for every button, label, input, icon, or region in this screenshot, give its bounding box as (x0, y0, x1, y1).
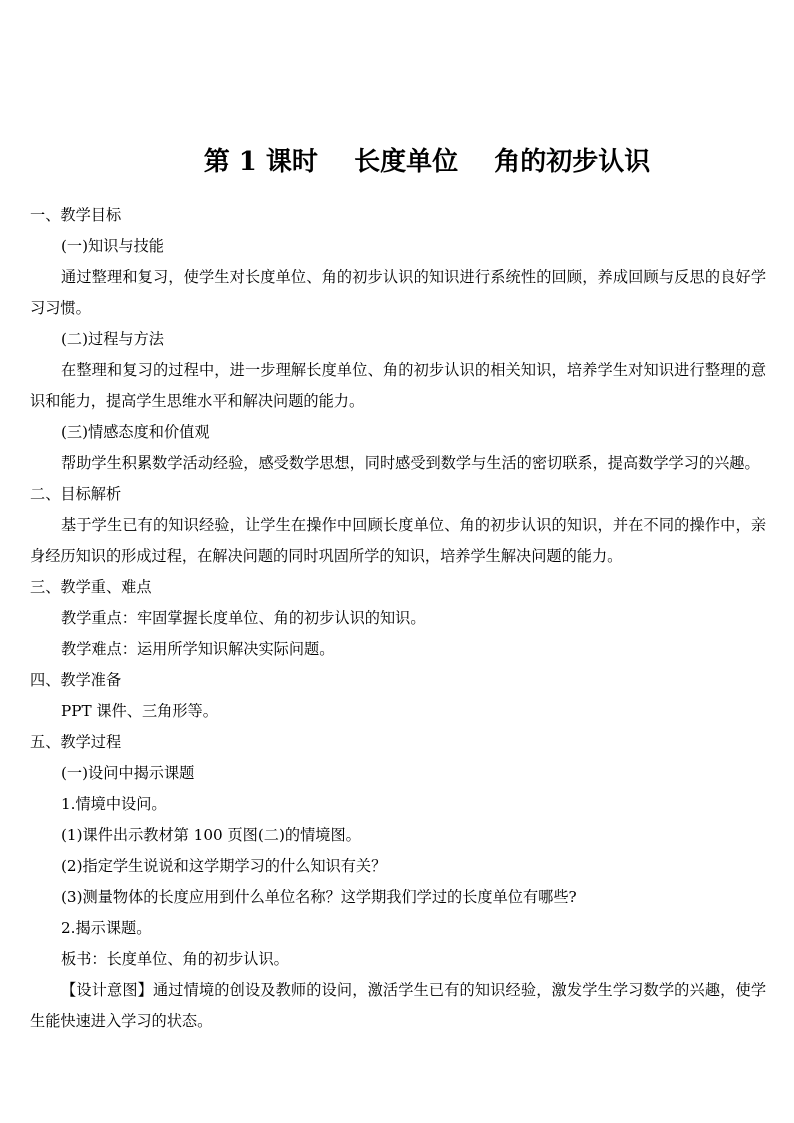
subheading-emotion-values: (三)情感态度和价值观 (61, 423, 210, 441)
section-heading-preparation: 四、教学准备 (30, 671, 122, 689)
paragraph-goal-analysis: 基于学生已有的知识经验，让学生在操作中回顾长度单位、角的初步认识的知识，并在不同的操作中，亲身经历知识的形成过程，在解决问题的同时巩固所学的知识，培养学生解决问题的能力。 (30, 516, 766, 565)
section-heading-key-difficult-points: 三、教学重、难点 (30, 578, 152, 596)
subheading-reveal-topic: (一)设问中揭示课题 (61, 764, 195, 782)
section-heading-goal-analysis: 二、目标解析 (30, 485, 122, 503)
paragraph-key-point: 教学重点：牢固掌握长度单位、角的初步认识的知识。 (61, 609, 426, 627)
paragraph-preparation: PPT 课件、三角形等。 (61, 702, 218, 720)
list-item: 板书：长度单位、角的初步认识。 (61, 950, 289, 968)
subheading-knowledge-skills: (一)知识与技能 (61, 237, 164, 255)
paragraph-design-intent: 【设计意图】通过情境的创设及教师的设问，激活学生已有的知识经验，激发学生学习数学的兴趣，使学生能快速进入学习的状态。 (30, 981, 766, 1030)
section-heading-teaching-process: 五、教学过程 (30, 733, 122, 751)
paragraph-emotion-values: 帮助学生积累数学活动经验，感受数学思想，同时感受到数学与生活的密切联系，提高数学学习的兴趣。 (61, 454, 760, 472)
page-title: 第 1 课时 长度单位 角的初步认识 (203, 147, 651, 177)
section-heading-teaching-goals: 一、教学目标 (30, 206, 122, 224)
paragraph-process-method: 在整理和复习的过程中，进一步理解长度单位、角的初步认识的相关知识，培养学生对知识进行整理的意识和能力，提高学生思维水平和解决问题的能力。 (30, 361, 766, 410)
document-body (30, 200, 766, 1037)
paragraph-difficult-point: 教学难点：运用所学知识解决实际问题。 (61, 640, 335, 658)
list-item: (3)测量物体的长度应用到什么单位名称？这学期我们学过的长度单位有哪些? (61, 888, 577, 906)
list-item: 1.情境中设问。 (61, 795, 167, 813)
subheading-process-method: (二)过程与方法 (61, 330, 164, 348)
list-item: 2.揭示课题。 (61, 919, 152, 937)
paragraph-knowledge-skills: 通过整理和复习，使学生对长度单位、角的初步认识的知识进行系统性的回顾，养成回顾与反思的良好学习习惯。 (30, 268, 766, 317)
list-item: (1)课件出示教材第 100 页图(二)的情境图。 (61, 826, 361, 844)
list-item: (2)指定学生说说和这学期学习的什么知识有关？ (61, 857, 387, 875)
